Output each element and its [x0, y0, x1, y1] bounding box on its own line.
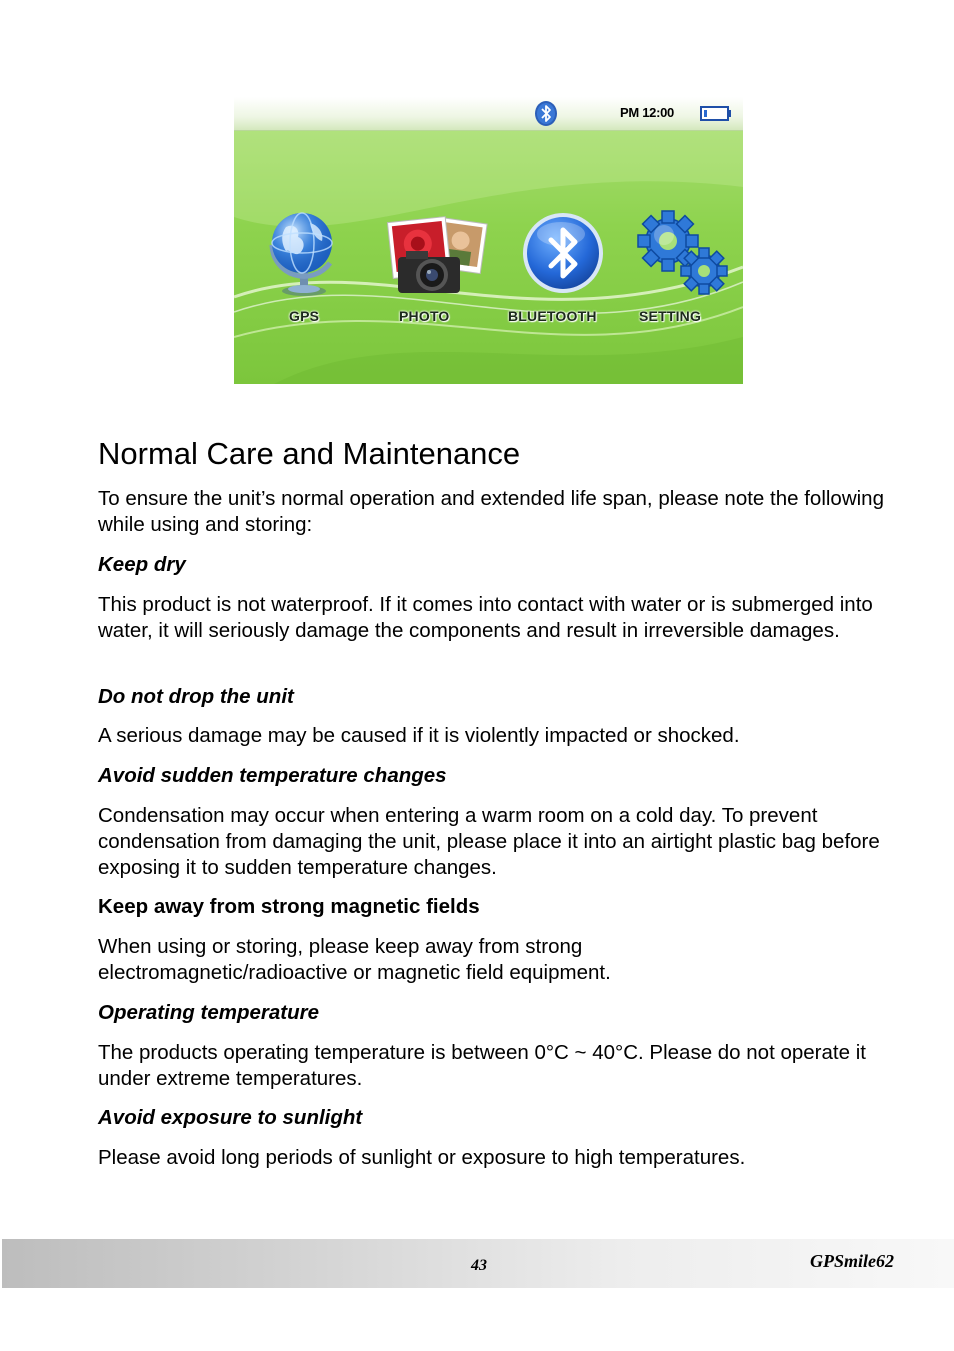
body-temperature-changes: Condensation may occur when entering a warm room on a cold day. To prevent condensation from damaging the unit, please place it into an airtight plastic bag before exposing it to sudden temperature changes.: [98, 804, 880, 879]
section-title: Normal Care and Maintenance: [98, 436, 521, 471]
camera-photo-icon: [384, 215, 494, 297]
body-operating-temperature: The products operating temperature is between 0°C ~ 40°C. Please do not operate it under extreme temperatures.: [98, 1041, 866, 1090]
body-sunlight: Please avoid long periods of sunlight or exposure to high temperatures.: [98, 1146, 746, 1169]
status-time: PM 12:00: [620, 105, 674, 120]
app-label-bluetooth: BLUETOOTH: [508, 308, 597, 324]
intro-paragraph: To ensure the unit’s normal operation and extended life span, please note the following while using and storing:: [98, 487, 884, 536]
heading-sunlight: Avoid exposure to sunlight: [98, 1106, 363, 1129]
battery-icon: [700, 106, 732, 121]
bluetooth-icon: [521, 210, 605, 296]
heading-do-not-drop: Do not drop the unit: [98, 685, 294, 708]
page-number: 43: [471, 1257, 487, 1274]
heading-operating-temperature: Operating temperature: [98, 1001, 319, 1024]
bluetooth-status-icon: [533, 100, 559, 127]
heading-magnetic-fields: Keep away from strong magnetic fields: [98, 895, 480, 918]
body-do-not-drop: A serious damage may be caused if it is violently impacted or shocked.: [98, 724, 740, 747]
body-magnetic-fields: When using or storing, please keep away from strong electromagnetic/radioactive or magnetic field equipment.: [98, 935, 611, 984]
heading-temperature-changes: Avoid sudden temperature changes: [98, 764, 447, 787]
body-keep-dry: This product is not waterproof. If it comes into contact with water or is submerged into water, it will seriously damage the components and result in irreversible damages.: [98, 593, 873, 642]
app-label-gps: GPS: [289, 308, 320, 324]
device-screen-image: [234, 97, 743, 384]
app-label-photo: PHOTO: [399, 308, 450, 324]
gear-icon: [634, 207, 730, 299]
product-name: GPSmile62: [810, 1251, 894, 1271]
status-bar: [234, 97, 743, 131]
globe-icon: [260, 205, 346, 297]
heading-keep-dry: Keep dry: [98, 553, 186, 576]
app-label-setting: SETTING: [639, 308, 702, 324]
